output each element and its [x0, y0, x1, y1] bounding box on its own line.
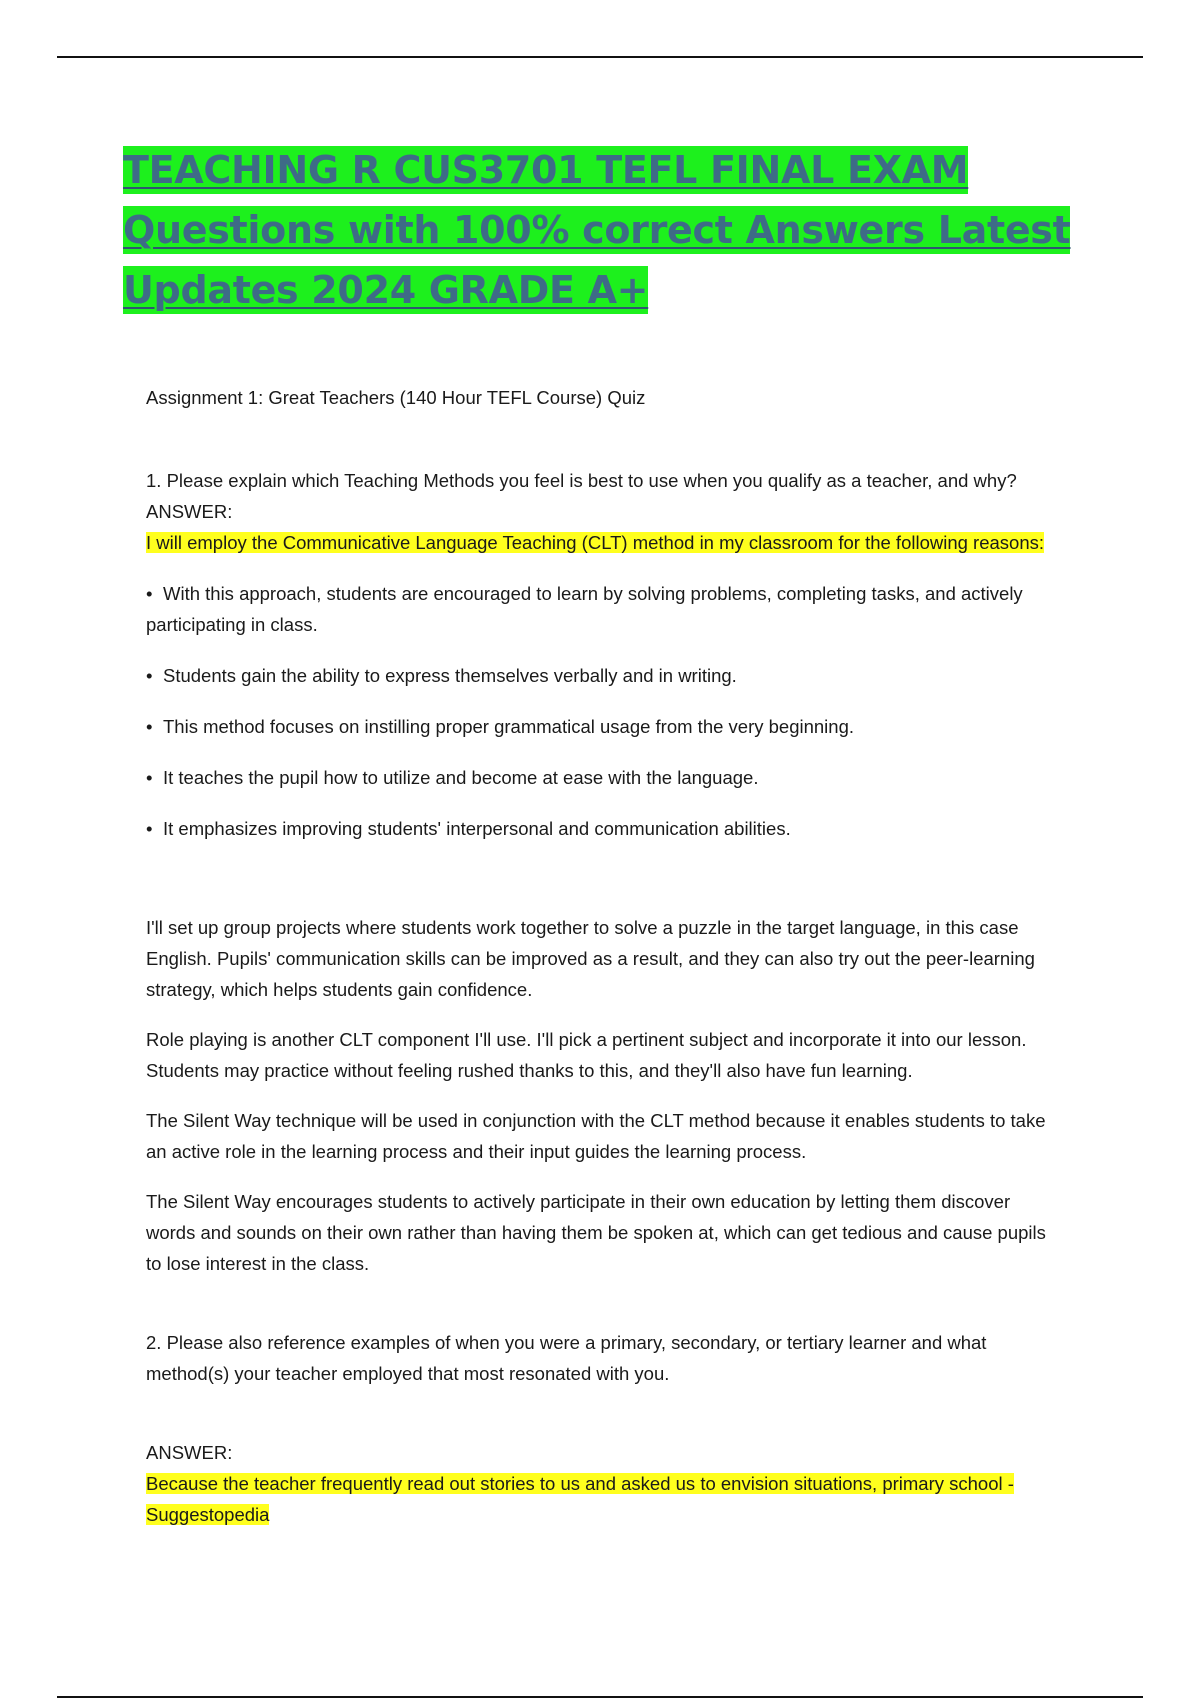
bullet-icon: •	[146, 767, 153, 788]
paragraph-silent-way-technique: The Silent Way technique will be used in conjunction with the CLT method because it enables students to take an active role in the learning process and their input guides the learning process.	[146, 1110, 1046, 1162]
list-item	[146, 762, 1046, 793]
reasons-list	[146, 578, 1046, 844]
question-2-answer-label: ANSWER:	[146, 1442, 233, 1463]
question-1-answer-highlight-block	[146, 527, 1046, 558]
list-item-text: It teaches the pupil how to utilize and become at ease with the language.	[163, 767, 759, 788]
bullet-icon: •	[146, 818, 153, 839]
list-item	[146, 578, 1046, 640]
list-item	[146, 660, 1046, 691]
list-item-text: It emphasizes improving students' interpersonal and communication abilities.	[163, 818, 791, 839]
bottom-rule	[57, 1696, 1143, 1698]
paragraph-silent-way-encourages: The Silent Way encourages students to actively participate in their own education by letting them discover words and sounds on their own rather than having them be spoken at, which can get tedious and cause pupils to lose interest in the class.	[146, 1191, 1046, 1274]
bullet-icon: •	[146, 665, 153, 686]
question-1-text: 1. Please explain which Teaching Methods you feel is best to use when you qualify as a teacher, and why?	[146, 470, 1017, 491]
top-rule	[57, 56, 1143, 58]
question-2-text: 2. Please also reference examples of when you were a primary, secondary, or tertiary learner and what method(s) your teacher employed that most resonated with you.	[146, 1332, 987, 1384]
document-title	[123, 140, 1153, 320]
assignment-subtitle: Assignment 1: Great Teachers (140 Hour TEFL Course) Quiz	[146, 387, 646, 408]
title-highlight: TEACHING R CUS3701 TEFL FINAL EXAM Questions with 100% correct Answers Latest Updates 2024 GRADE A+	[123, 148, 1071, 312]
list-item	[146, 813, 1046, 844]
list-item-text: With this approach, students are encouraged to learn by solving problems, completing tasks, and actively participating in class.	[146, 583, 1023, 635]
document-body	[146, 382, 1046, 1530]
question-1-answer-label: ANSWER:	[146, 501, 233, 522]
question-2-answer-highlight-block	[146, 1468, 1046, 1530]
bullet-icon: •	[146, 716, 153, 737]
question-1-answer-highlight: I will employ the Communicative Language Teaching (CLT) method in my classroom for the following reasons:	[146, 532, 1045, 553]
bullet-icon: •	[146, 583, 153, 604]
question-2-answer-highlight: Because the teacher frequently read out stories to us and asked us to envision situations, primary school - Suggestopedia	[146, 1473, 1014, 1525]
paragraph-role-playing: Role playing is another CLT component I'll use. I'll pick a pertinent subject and incorporate it into our lesson. Students may practice without feeling rushed thanks to this, and they'll also have fun learning.	[146, 1029, 1027, 1081]
list-item-text: This method focuses on instilling proper grammatical usage from the very beginning.	[163, 716, 855, 737]
list-item	[146, 711, 1046, 742]
list-item-text: Students gain the ability to express themselves verbally and in writing.	[163, 665, 737, 686]
paragraph-group-projects: I'll set up group projects where students work together to solve a puzzle in the target language, in this case English. Pupils' communication skills can be improved as a result, and they can also try out the peer-learning strategy, which helps students gain confidence.	[146, 917, 1035, 1000]
